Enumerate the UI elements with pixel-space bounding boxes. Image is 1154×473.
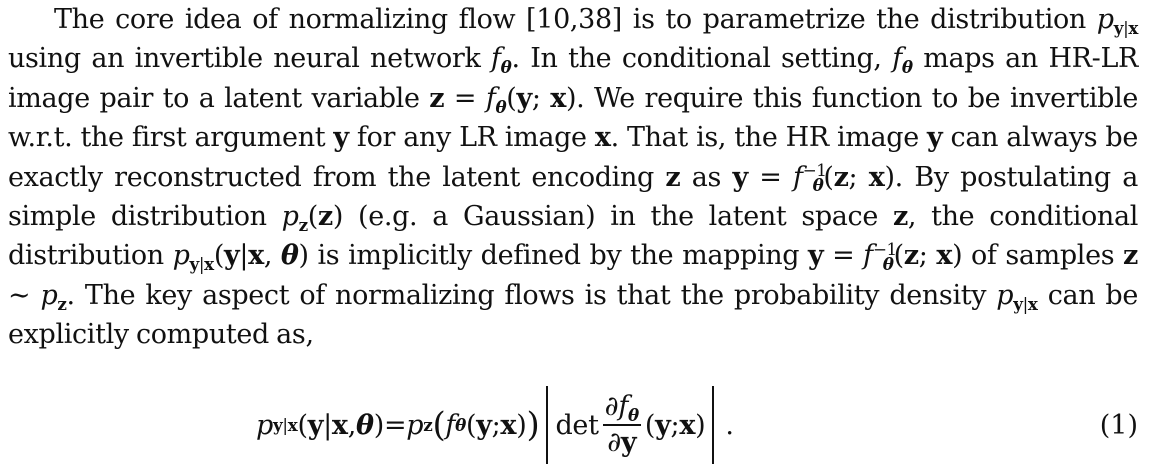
paragraph-text: The core idea of normalizing flow [10,38] is to parametrize the distribution $p_{y|x}$ using an invertible neural network $f_\theta$. In the conditional setting, $f_\theta$ maps an HR-LR image pair to a latent variable $z = f_\theta(y$; x). We require this function to be invertible w.r.t. the first argument y for any LR image x. That is, the HR image y can always be exactly reconstructed from the latent encoding z as $y = f^{-1}_\theta(z$; x). By postulating a simple distribution $p_z(z)$ (e.g. a Gaussian) in the latent space z, the conditional distribution $p_{y|x}(y|x$, θ) is implicitly defined by the mapping $y = f^{-1}_\theta(z$; x) of samples z ∼ $p_z$. The key aspect of normalizing flows is that the probability density $p_{y|x}$ can be explicitly computed as, [8,4,1138,351]
equation-number: (1) [1099,409,1138,441]
jacobian-fraction: $\frac{\partial f_\theta}{\partial y}$ [604,391,639,458]
body-paragraph [8,0,1138,355]
determinant-bar-right [712,386,714,464]
determinant-bar-left [546,386,548,464]
equation-body: p y|x ( y | x , θ ) = p z ( f θ ( y ; x ) ) det $\frac{\partial f_\theta}{\partial y}$ ( y ; x ) . [256,380,734,470]
det-operator: det [555,409,599,441]
equation-1 [0,380,1154,470]
